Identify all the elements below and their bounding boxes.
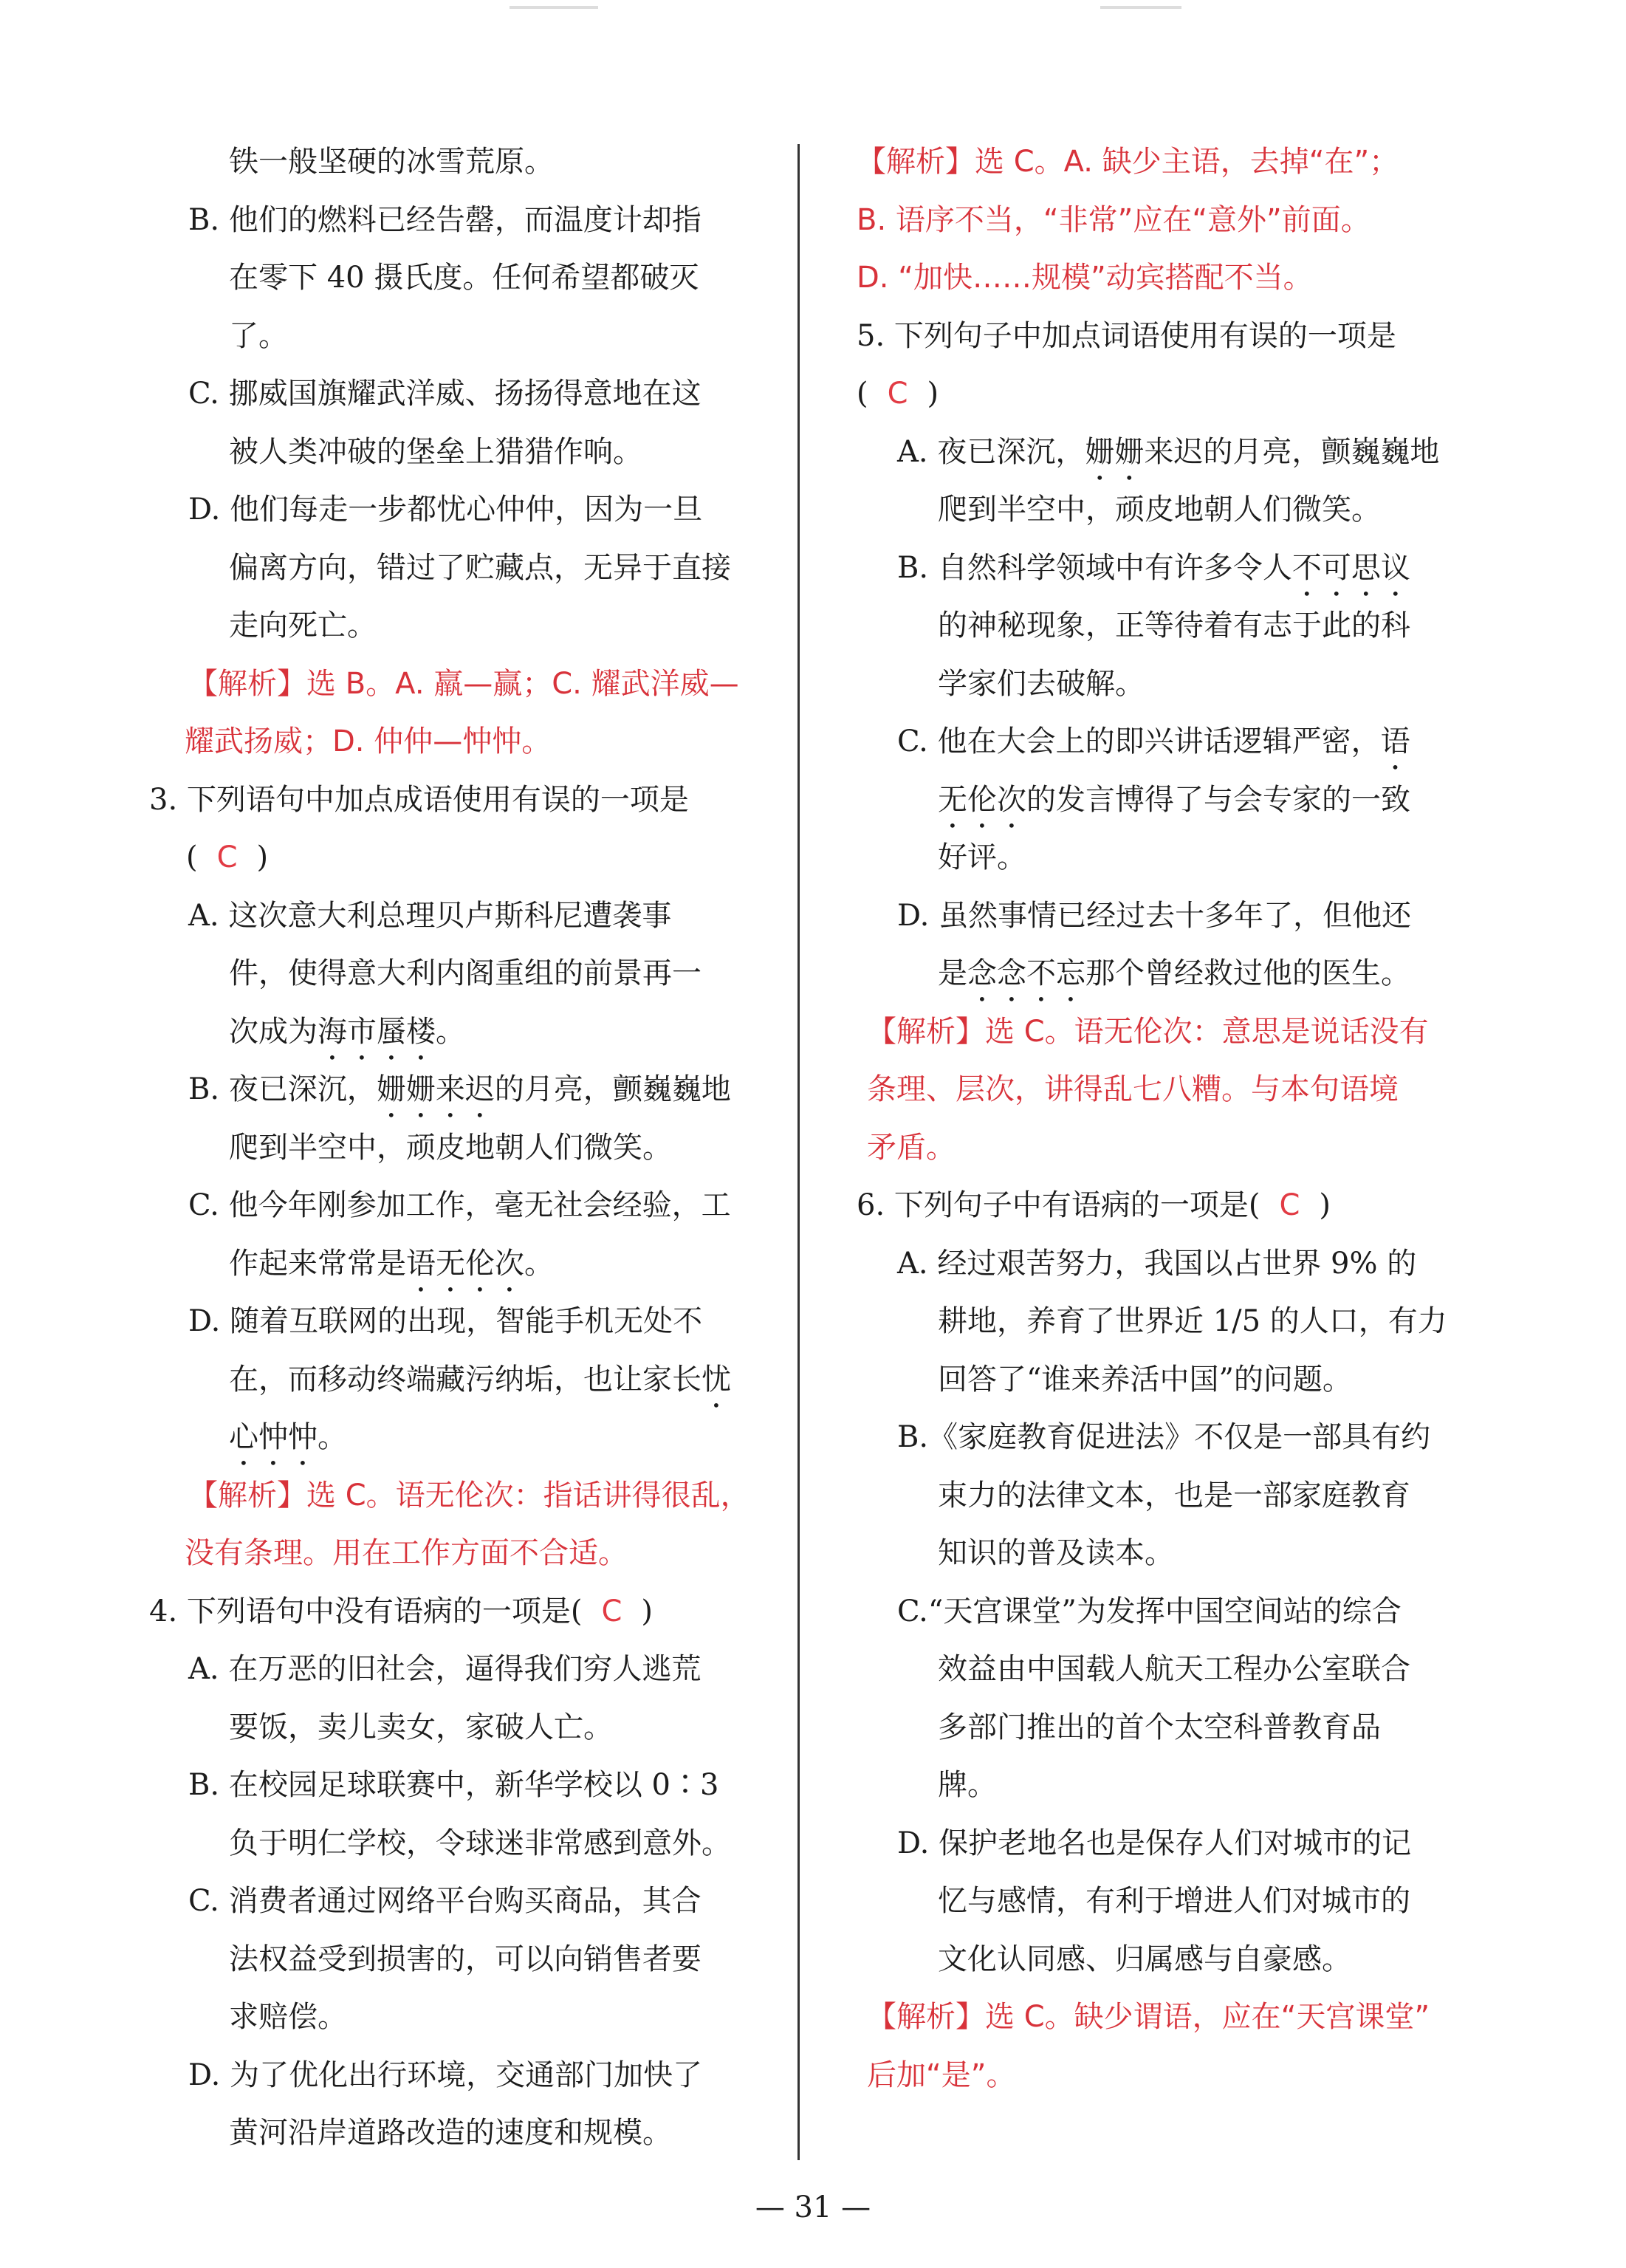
option-b: [857, 539, 1492, 597]
text-line: 束力的法律文本，也是一部家庭教育: [938, 1478, 1410, 1512]
dotted-word: 语: [1380, 724, 1410, 758]
option-d: D. 随着互联网的出现，智能手机无处不: [188, 1304, 703, 1338]
option-c: C. 挪威国旗耀武洋威、扬扬得意地在这: [188, 377, 701, 411]
option-b: B. 他们的燃料已经告罄，而温度计却指: [188, 202, 701, 237]
dotted-idiom: 海市蜃楼: [318, 1014, 436, 1049]
option-c: C.“天宫课堂”为发挥中国空间站的综合: [897, 1594, 1402, 1628]
text-line: [148, 1351, 783, 1409]
analysis-line: D. “加快……规模”动宾搭配不当。: [857, 261, 1313, 295]
analysis-line: 矛盾。: [867, 1130, 956, 1165]
dotted-idiom: 心忡忡: [229, 1420, 318, 1454]
text-line: 要饭，卖儿卖女，家破人亡。: [229, 1710, 613, 1744]
analysis-line: 【解析】选 C。缺少谓语，应在“天宫课堂”: [867, 2000, 1430, 2034]
dotted-word: 姗姗: [1085, 434, 1145, 469]
text-segment: 的发言博得了与会专家的一致: [1026, 782, 1410, 817]
analysis-line: 【解析】选 B。A. 羸—赢；C. 耀武洋威—: [188, 666, 739, 701]
text-line: 的神秘现象，正等待着有志于此的科: [938, 609, 1410, 643]
text-line: 法权益受到损害的，可以向销售者要: [229, 1942, 701, 1976]
text-segment: 是: [938, 956, 967, 990]
dotted-idiom: 忧: [701, 1362, 731, 1397]
dotted-idiom: 姗姗来迟: [376, 1072, 495, 1106]
text-line: 铁一般坚硬的冰雪荒原。: [229, 145, 554, 179]
paren-open: (: [857, 377, 868, 411]
text-line: [857, 945, 1492, 1003]
paren-close: ): [927, 377, 939, 411]
text-line: 负于明仁学校，令球迷非常感到意外。: [229, 1826, 731, 1860]
text-segment: 。: [318, 1420, 347, 1454]
text-line: 文化认同感、归属感与自豪感。: [938, 1942, 1351, 1976]
dotted-word: 不可思议: [1291, 550, 1410, 585]
text-line: 了。: [229, 318, 288, 353]
answer-letter: C: [216, 840, 238, 874]
question-text: 6. 下列句子中有语病的一项是(: [857, 1188, 1260, 1222]
top-scan-mark-right: [1100, 6, 1181, 9]
text-line: [148, 1235, 783, 1293]
text-segment: 的月亮，颤巍巍地: [494, 1072, 731, 1106]
option-d: D. 虽然事情已经过去十多年了，但他还: [897, 898, 1412, 933]
text-segment: 来迟的月亮，颤巍巍地: [1144, 434, 1440, 469]
dotted-word: 念念不忘: [967, 956, 1085, 990]
question-4-stem: [148, 1583, 783, 1641]
text-line: 件，使得意大利内阁重组的前景再一: [229, 956, 701, 990]
text-line: 爬到半空中，顽皮地朝人们微笑。: [229, 1130, 672, 1165]
question-text: 4. 下列语句中没有语病的一项是(: [149, 1594, 583, 1628]
dotted-idiom: 语无伦次: [406, 1246, 524, 1281]
left-column: [148, 133, 783, 2162]
text-segment: A. 夜已深沉，: [897, 434, 1085, 469]
dotted-word: 无伦次: [938, 782, 1026, 817]
text-line: 爬到半空中，顽皮地朝人们微笑。: [938, 493, 1381, 527]
analysis-line: 条理、层次，讲得乱七八糟。与本句语境: [867, 1072, 1399, 1106]
text-line: 走向死亡。: [229, 609, 377, 643]
paren-open: (: [186, 840, 198, 874]
text-line: 多部门推出的首个太空科普教育品: [938, 1710, 1381, 1744]
text-line: [148, 1003, 783, 1061]
text-segment: C. 他在大会上的即兴讲话逻辑严密，: [897, 724, 1381, 758]
text-line: 求赔偿。: [229, 2000, 347, 2034]
paren-close: ): [256, 840, 269, 874]
text-segment: 次成为: [229, 1014, 318, 1049]
text-line: 效益由中国载人航天工程办公室联合: [938, 1652, 1410, 1686]
answer-letter: C: [887, 377, 908, 411]
analysis-line: 【解析】选 C。语无伦次：指话讲得很乱，: [188, 1478, 750, 1512]
question-3-answer-line: [148, 829, 783, 887]
text-segment: B. 自然科学领域中有许多令人: [897, 550, 1292, 585]
text-line: 忆与感情，有利于增进人们对城市的: [938, 1884, 1410, 1918]
question-6-stem: [857, 1176, 1492, 1235]
answer-letter: C: [1279, 1188, 1300, 1222]
text-line: 偏离方向，错过了贮藏点，无异于直接: [229, 550, 731, 585]
option-a: A. 在万恶的旧社会，逼得我们穷人逃荒: [188, 1652, 701, 1686]
text-line: 牌。: [938, 1768, 997, 1802]
option-c: C. 他今年刚参加工作，毫无社会经验，工: [188, 1188, 731, 1222]
text-line: 知识的普及读本。: [938, 1536, 1174, 1570]
top-scan-mark-left: [510, 6, 598, 9]
text-segment: 在，而移动终端藏污纳垢，也让家长: [229, 1362, 701, 1397]
column-divider: [797, 144, 800, 2160]
text-line: 被人类冲破的堡垒上猎猎作响。: [229, 434, 642, 469]
text-segment: 。: [524, 1246, 554, 1281]
analysis-line: 后加“是”。: [867, 2058, 1016, 2092]
option-b: B. 在校园足球联赛中，新华学校以 0∶3: [188, 1768, 719, 1802]
text-segment: 那个曾经救过他的医生。: [1085, 956, 1410, 990]
right-column: [857, 133, 1492, 2104]
analysis-line: 耀武扬威；D. 仲仲—忡忡。: [185, 724, 552, 758]
answer-letter: C: [601, 1594, 622, 1628]
page-number: — 31 —: [755, 2190, 871, 2224]
option-a: [857, 423, 1492, 482]
question-5-answer-line: [857, 365, 1492, 423]
analysis-line: 【解析】选 C。A. 缺少主语，去掉“在”；: [857, 145, 1399, 179]
option-c: C. 消费者通过网络平台购买商品，其合: [188, 1884, 701, 1918]
text-line: 在零下 40 摄氏度。任何希望都破灭: [229, 261, 699, 295]
text-segment: B. 夜已深沉，: [188, 1072, 377, 1106]
option-b: B.《家庭教育促进法》不仅是一部具有约: [897, 1420, 1431, 1454]
text-segment: 。: [436, 1014, 465, 1049]
text-line: 好评。: [938, 840, 1026, 874]
option-a: A. 这次意大利总理贝卢斯科尼遭袭事: [188, 898, 672, 933]
paren-close: ): [641, 1594, 654, 1628]
text-line: [148, 1408, 783, 1467]
text-line: 耕地，养育了世界近 1/5 的人口，有力: [938, 1304, 1447, 1338]
text-line: 学家们去破解。: [938, 666, 1145, 701]
text-line: 黄河沿岸道路改造的速度和规模。: [229, 2116, 672, 2150]
option-b: [148, 1061, 783, 1119]
option-c: [857, 713, 1492, 771]
option-a: A. 经过艰苦努力，我国以占世界 9% 的: [897, 1246, 1417, 1281]
option-d: D. 他们每走一步都忧心仲仲，因为一旦: [188, 493, 703, 527]
option-d: D. 保护老地名也是保存人们对城市的记: [897, 1826, 1412, 1860]
analysis-line: 没有条理。用在工作方面不合适。: [185, 1536, 628, 1570]
analysis-line: B. 语序不当，“非常”应在“意外”前面。: [857, 202, 1371, 237]
option-d: D. 为了优化出行环境，交通部门加快了: [188, 2058, 703, 2092]
paren-close: ): [1319, 1188, 1331, 1222]
question-5-stem: 5. 下列句子中加点词语使用有误的一项是: [857, 318, 1396, 353]
text-segment: 作起来常常是: [229, 1246, 406, 1281]
question-3-stem: 3. 下列语句中加点成语使用有误的一项是: [149, 782, 689, 817]
analysis-line: 【解析】选 C。语无伦次：意思是说话没有: [867, 1014, 1429, 1049]
text-line: 回答了“谁来养活中国”的问题。: [938, 1362, 1352, 1397]
text-line: [857, 771, 1492, 829]
